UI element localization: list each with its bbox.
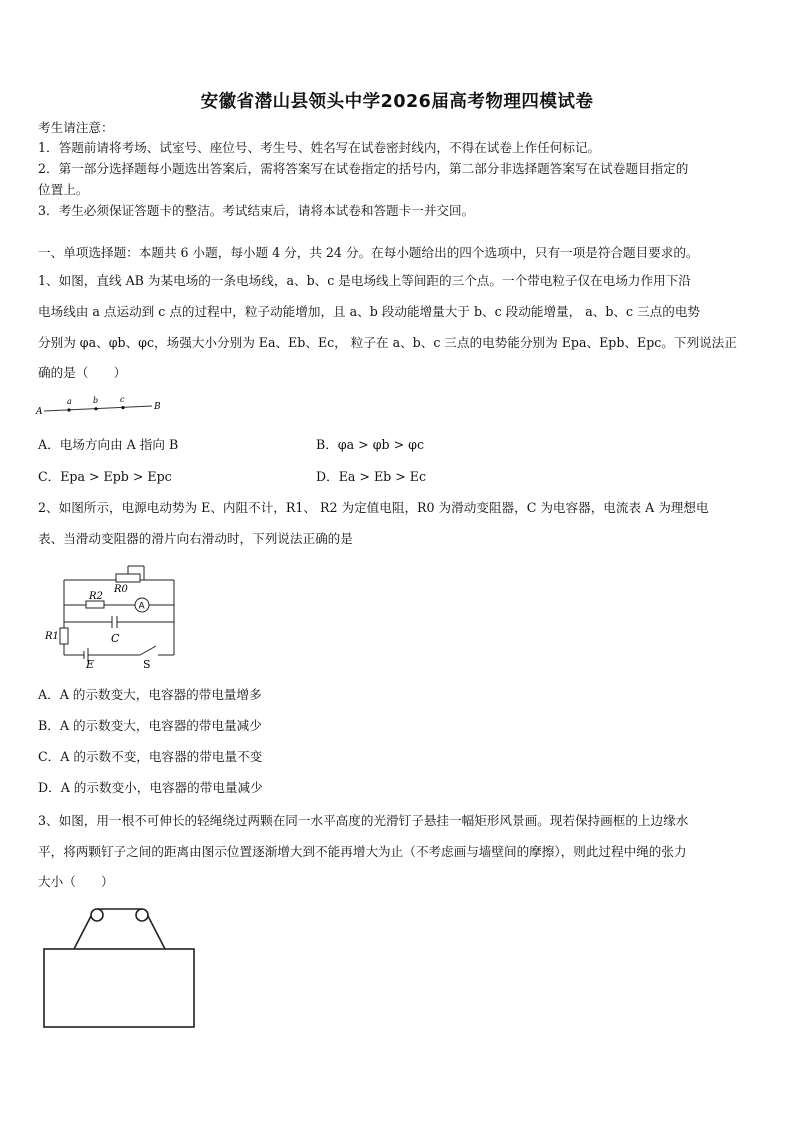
figure-label: B xyxy=(154,402,161,412)
figure-label: R0 xyxy=(114,584,128,595)
figure-label: R2 xyxy=(89,591,103,602)
notice-item: 位置上。 xyxy=(38,182,89,197)
q3-picture-frame-figure xyxy=(40,903,200,1033)
q2-option-a: A．A 的示数变大，电容器的带电量增多 xyxy=(38,687,262,702)
q3-stem-line: 平，将两颗钉子之间的距离由图示位置逐渐增大到不能再增大为止（不考虑画与墙壁间的摩擦），则此过程中绳的张力 xyxy=(38,844,687,859)
figure-label: C xyxy=(111,632,120,645)
notice-item: 1．答题前请将考场、试室号、座位号、考生号、姓名写在试卷密封线内，不得在试卷上作任何标记。 xyxy=(38,140,601,155)
q2-option-c: C．A 的示数不变，电容器的带电量不变 xyxy=(38,749,263,764)
q1-stem-line: 分别为 φa、φb、φc，场强大小分别为 Ea、Eb、Ec， 粒子在 a、b、c 三点的电势能分别为 Epa、Epb、Epc。下列说法正 xyxy=(38,335,737,350)
notice-item: 3．考生必须保证答题卡的整洁。考试结束后，请将本试卷和答题卡一并交回。 xyxy=(38,203,475,218)
notice-heading: 考生请注意： xyxy=(38,120,114,135)
q1-stem-line: 电场线由 a 点运动到 c 点的过程中，粒子动能增加，且 a、b 段动能增量大于 b、c 段动能增量， a、b、c 三点的电势 xyxy=(38,304,701,319)
q1-option-a: A．电场方向由 A 指向 B xyxy=(38,437,179,452)
notice-item: 2．第一部分选择题每小题选出答案后，需将答案写在试卷指定的括号内，第二部分非选择题答案写在试卷题目指定的 xyxy=(38,161,689,176)
q2-circuit-figure xyxy=(44,560,184,670)
section-heading: 一、单项选择题：本题共 6 小题，每小题 4 分，共 24 分。在每小题给出的四个选项中，只有一项是符合题目要求的。 xyxy=(38,245,699,260)
q2-stem-line: 表、当滑动变阻器的滑片向右滑动时，下列说法正确的是 xyxy=(38,531,353,546)
q1-field-line-figure xyxy=(36,396,166,420)
q1-option-b: B．φa > φb > φc xyxy=(316,437,425,452)
q2-option-d: D．A 的示数变小，电容器的带电量减少 xyxy=(38,780,263,795)
figure-label: A xyxy=(36,407,43,417)
figure-label: a xyxy=(67,397,72,406)
figure-label: S xyxy=(143,658,151,671)
q3-stem-line: 大小（ ） xyxy=(38,874,114,889)
page-title: 安徽省潜山县领头中学2026届高考物理四模试卷 xyxy=(200,92,594,112)
q2-option-b: B．A 的示数变大，电容器的带电量减少 xyxy=(38,718,262,733)
q2-stem-line: 2、如图所示，电源电动势为 E、内阻不计，R1、 R2 为定值电阻，R0 为滑动变阻器，C 为电容器，电流表 A 为理想电 xyxy=(38,500,709,515)
figure-label: b xyxy=(93,396,99,405)
q3-stem-line: 3、如图，用一根不可伸长的轻绳绕过两颗在同一水平高度的光滑钉子悬挂一幅矩形风景画。现若保持画框的上边缘水 xyxy=(38,813,689,828)
figure-label: c xyxy=(120,395,125,404)
figure-label: A xyxy=(138,601,145,612)
q1-option-d: D．Ea > Eb > Ec xyxy=(316,469,427,484)
q1-stem-line: 确的是（ ） xyxy=(38,365,127,380)
figure-label: E xyxy=(86,658,95,671)
q1-stem-line: 1、如图，直线 AB 为某电场的一条电场线，a、b、c 是电场线上等间距的三个点。一个带电粒子仅在电场力作用下沿 xyxy=(38,273,691,288)
q1-option-c: C．Epa > Epb > Epc xyxy=(38,469,172,484)
figure-label: R1 xyxy=(45,631,59,642)
